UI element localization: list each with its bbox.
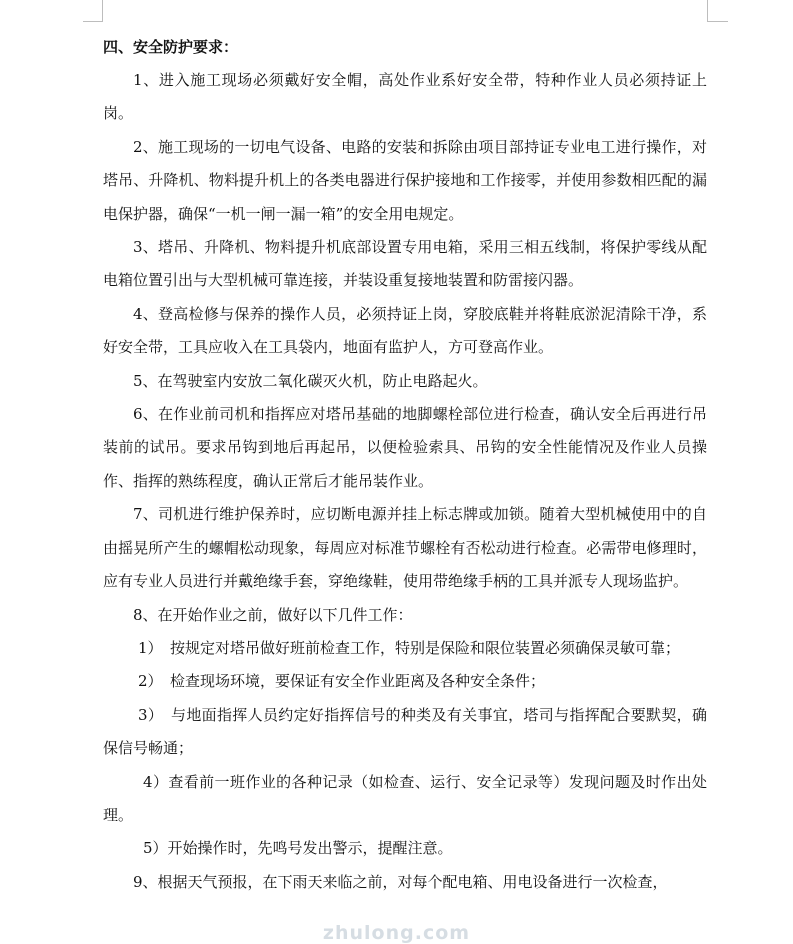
watermark: zhulong.com <box>322 922 471 944</box>
paragraph-8: 8、在开始作业之前，做好以下几件工作： <box>133 605 413 624</box>
paragraph-3: 3、塔吊、升降机、物料提升机底部设置专用电箱，采用三相五线制，将保护零线从配电箱位置引出与大型机械可靠连接，并装设重复接地装置和防雷接闪器。 <box>103 238 707 290</box>
section-title: 四、安全防护要求： <box>103 38 239 56</box>
crop-mark-right <box>707 0 708 22</box>
paragraph-6: 6、在作业前司机和指挥应对塔吊基础的地脚螺栓部位进行检查，确认安全后再进行吊装前的试吊。要求吊钩到地后再起吊，以便检验索具、吊钩的安全性能情况及作业人员操作、指挥的熟练程度，确认正常后才能吊装作业。 <box>103 405 707 490</box>
sub-item-1: 1） 按规定对塔吊做好班前检查工作，特别是保险和限位装置必须确保灵敏可靠； <box>138 638 681 657</box>
paragraph-4: 4、登高检修与保养的操作人员，必须持证上岗，穿胶底鞋并将鞋底淤泥清除干净，系好安全带，工具应收入在工具袋内，地面有监护人，方可登高作业。 <box>103 304 707 357</box>
sub-item-3: 3） 与地面指挥人员约定好指挥信号的种类及有关事宜，塔司与指挥配合要默契，确保信号畅通； <box>103 705 707 758</box>
paragraph-7: 7、司机进行维护保养时，应切断电源并挂上标志牌或加锁。随着大型机械使用中的自由摇晃所产生的螺帽松动现象，每周应对标准节螺栓有否松动进行检查。必需带电修理时，应有专业人员进行并戴绝缘手套，穿绝缘鞋，使用带绝缘手柄的工具并派专人现场监护。 <box>103 505 707 591</box>
sub-item-2: 2） 检查现场环境，要保证有安全作业距离及各种安全条件； <box>138 672 546 691</box>
sub-item-4: 4）查看前一班作业的各种记录（如检查、运行、安全记录等）发现问题及时作出处理。 <box>103 772 707 824</box>
paragraph-1: 1、进入施工现场必须戴好安全帽，高处作业系好安全带，特种作业人员必须持证上岗。 <box>103 71 707 123</box>
document-body <box>103 30 707 899</box>
paragraph-2: 2、施工现场的一切电气设备、电路的安装和拆除由项目部持证专业电工进行操作，对塔吊、升降机、物料提升机上的各类电器进行保护接地和工作接零，并使用参数相匹配的漏电保护器，确保“一机一闸一漏一箱”的安全用电规定。 <box>103 137 707 223</box>
crop-mark-left <box>102 0 103 22</box>
paragraph-5: 5、在驾驶室内安放二氧化碳灭火机，防止电路起火。 <box>133 371 488 390</box>
sub-item-5: 5）开始操作时，先鸣号发出警示，提醒注意。 <box>143 839 453 858</box>
paragraph-9: 9、根据天气预报，在下雨天来临之前，对每个配电箱、用电设备进行一次检查， <box>133 872 668 891</box>
